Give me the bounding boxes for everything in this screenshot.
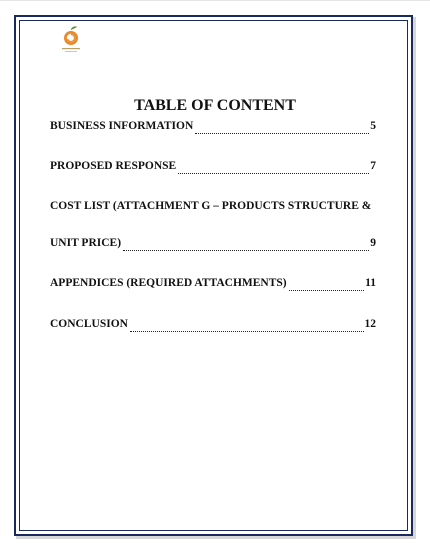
toc-entry-cost-list-line2[interactable] xyxy=(50,237,376,253)
toc-leader-dots xyxy=(123,249,369,251)
toc-page-number: 7 xyxy=(370,160,376,172)
toc-entry-cost-list-line1[interactable]: COST LIST (ATTACHMENT G – PRODUCTS STRUCTURE & xyxy=(50,200,372,212)
toc-entry-proposed-response[interactable] xyxy=(50,160,376,176)
page-shadow-bottom xyxy=(16,536,416,539)
toc-leader-dots xyxy=(130,330,364,332)
toc-title: TABLE OF CONTENT xyxy=(134,97,296,114)
toc-entry-label: CONCLUSION xyxy=(50,318,128,330)
toc-leader-dots xyxy=(289,289,364,291)
toc-entry-business-information[interactable] xyxy=(50,120,376,136)
toc-entry-label: UNIT PRICE) xyxy=(50,237,122,249)
page-shadow-right xyxy=(413,17,416,538)
company-logo-icon xyxy=(56,25,86,55)
toc-entry-appendices[interactable] xyxy=(50,277,376,293)
toc-page-number: 12 xyxy=(364,318,376,330)
toc-page-number: 9 xyxy=(370,237,376,249)
toc-leader-dots xyxy=(178,172,369,174)
toc-entry-label: PROPOSED RESPONSE xyxy=(50,160,177,172)
toc-entry-label: BUSINESS INFORMATION xyxy=(50,120,194,132)
toc-leader-dots xyxy=(195,132,369,134)
toc-page-number: 5 xyxy=(370,120,376,132)
toc-entry-label: APPENDICES (REQUIRED ATTACHMENTS) xyxy=(50,277,287,289)
toc-page-number: 11 xyxy=(365,277,376,289)
toc-entry-conclusion[interactable] xyxy=(50,318,376,334)
